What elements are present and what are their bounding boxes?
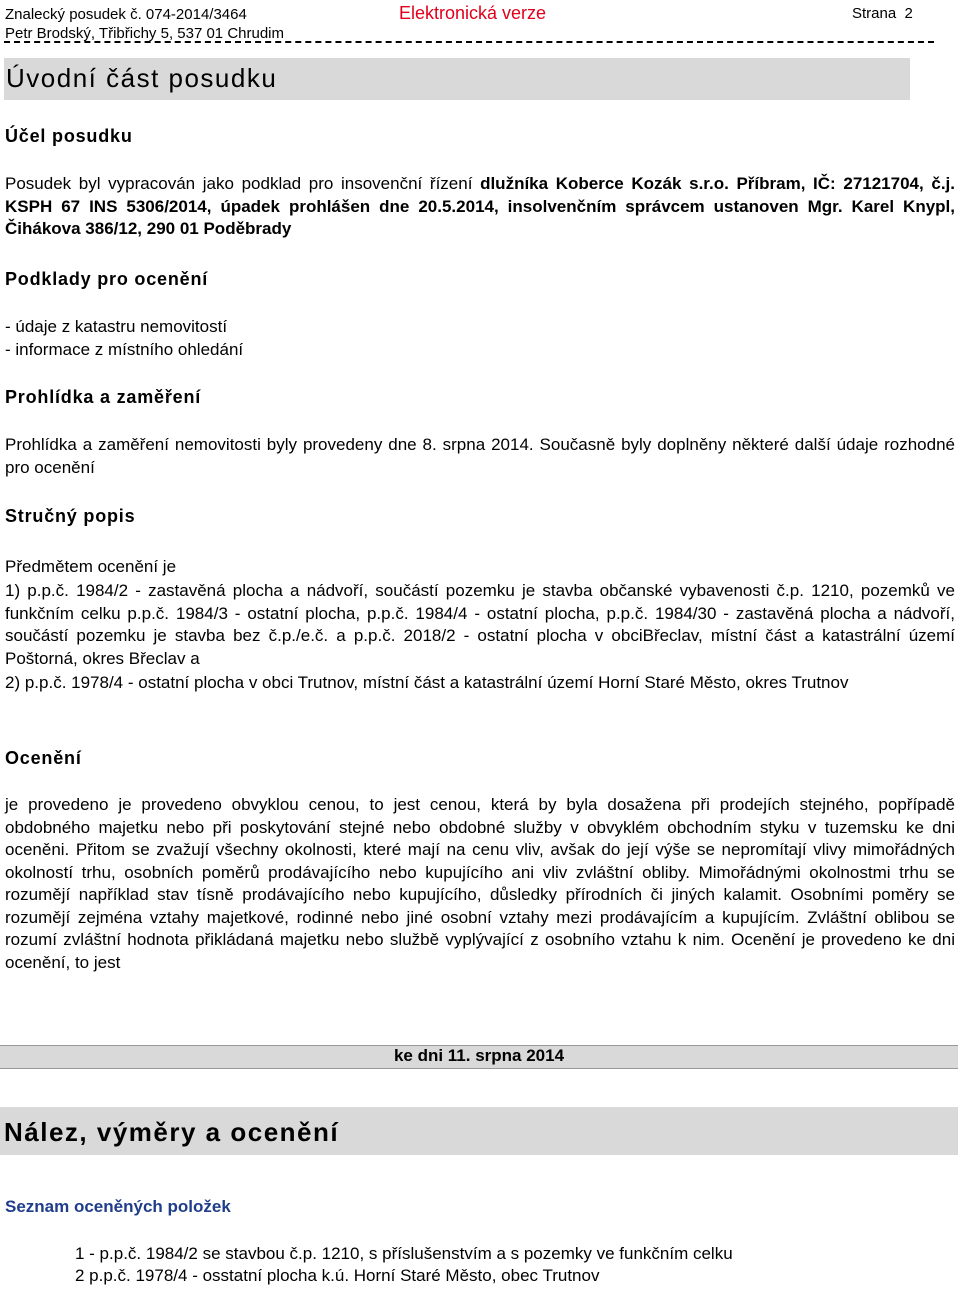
sources-list: [5, 316, 955, 361]
description-item-1: 1) p.p.č. 1984/2 - zastavěná plocha a nádvoří, součástí pozemku je stavba občanské vybavenosti č.p. 1210, pozemků ve funkčním celku p.p.č. 1984/3 - ostatní plocha, p.p.č. 1984/4 - ostatní plocha, p.p.č. 1984/30 - zastavěná plocha a nádvoří, součástí pozemku je stavba bez č.p./e.č. a p.p.č. 2018/2 - ostatní plocha v obciBřeclav, místní část a katastrální území Poštorná, okres Břeclav a: [5, 581, 955, 668]
document-number: Znalecký posudek č. 074-2014/3464: [5, 6, 247, 23]
section-banner-findings: [0, 1107, 958, 1155]
valued-item: 1 - p.p.č. 1984/2 se stavbou č.p. 1210, s příslušenstvím a s pozemky ve funkčním celku: [75, 1244, 733, 1263]
valued-items-list: [75, 1243, 733, 1287]
heading-purpose: Účel posudku: [5, 126, 133, 146]
description-intro: Předmětem ocenění je: [5, 557, 177, 576]
page-number: 2: [904, 5, 913, 22]
description-item-2: 2) p.p.č. 1978/4 - ostatní plocha v obci Trutnov, místní část a katastrální území Horní Staré Město, okres Trutnov: [5, 673, 849, 692]
heading-sources: Podklady pro ocenění: [5, 269, 209, 289]
inspection-paragraph: Prohlídka a zaměření nemovitosti byly provedeny dne 8. srpna 2014. Současně byly doplněny některé další údaje rozhodné pro ocenění: [5, 435, 955, 477]
section-title-findings: Nález, výměry a ocenění: [4, 1117, 340, 1147]
source-item: - informace z místního ohledání: [5, 339, 244, 359]
valuation-paragraph: je provedeno je provedeno obvyklou cenou, to jest cenou, která by byla dosažena při prodejích stejného, popřípadě obdobného majetku nebo při poskytování stejné nebo obdobné služby v obvyklém obchodním styku v tuzemsku ke dni oceněni. Přitom se zvažují všechny okolnosti, které mají na cenu vliv, avšak do její výše se nepromítají vlivy mimořádných okolností trhu, osobních poměrů prodávajícího nebo kupujícího ani vliv zvláštní obliby. Mimořádnými okolnostmi trhu se rozumějí například stav tísně prodávajícího nebo kupujícího, důsledky přírodních či jiných kalamit. Osobními poměry se rozumějí zejména vztahy majetkové, rodinné nebo jiné osobní vztahy mezi prodávajícím a kupujícím. Zvláštní oblibou se rozumí zvláštní hodnota přikládaná majetku nebo službě vyplývající z osobního vztahu k nim. Ocenění je provedeno ke dni ocenění, to jest: [5, 795, 955, 972]
page-indicator: [852, 5, 913, 22]
document-header: [5, 5, 284, 43]
source-item: - údaje z katastru nemovitostí: [5, 317, 228, 336]
purpose-paragraph: [5, 173, 955, 241]
purpose-text: Posudek byl vypracován jako podklad pro insovenční řízení: [5, 174, 481, 193]
heading-valued-items: Seznam oceněných položek: [5, 1197, 231, 1216]
version-label: Elektronická verze: [399, 3, 547, 23]
debtor-details: dlužníka Koberce Kozák s.r.o. Příbram, IČ: 27121704, č.j. KSPH 67 INS 5306/2014, úpadek prohlášen dne 20.5.2014, insolvenčním správcem ustanoven Mgr. Karel Knypl, Čihákova 386/12, 290 01 Poděbrady: [5, 174, 955, 238]
valued-item: 2 p.p.č. 1978/4 - osstatní plocha k.ú. Horní Staré Město, obec Trutnov: [75, 1266, 600, 1285]
heading-valuation: Ocenění: [5, 748, 82, 768]
valuation-date: ke dni 11. srpna 2014: [393, 1046, 565, 1065]
header-divider: [4, 41, 934, 43]
section-banner-intro: [4, 58, 910, 100]
page-label: Strana: [852, 5, 897, 22]
heading-description: Stručný popis: [5, 506, 136, 526]
section-title-intro: Úvodní část posudku: [6, 63, 278, 93]
heading-inspection: Prohlídka a zaměření: [5, 387, 202, 407]
author-address: Petr Brodský, Třibřichy 5, 537 01 Chrudim: [5, 25, 285, 42]
